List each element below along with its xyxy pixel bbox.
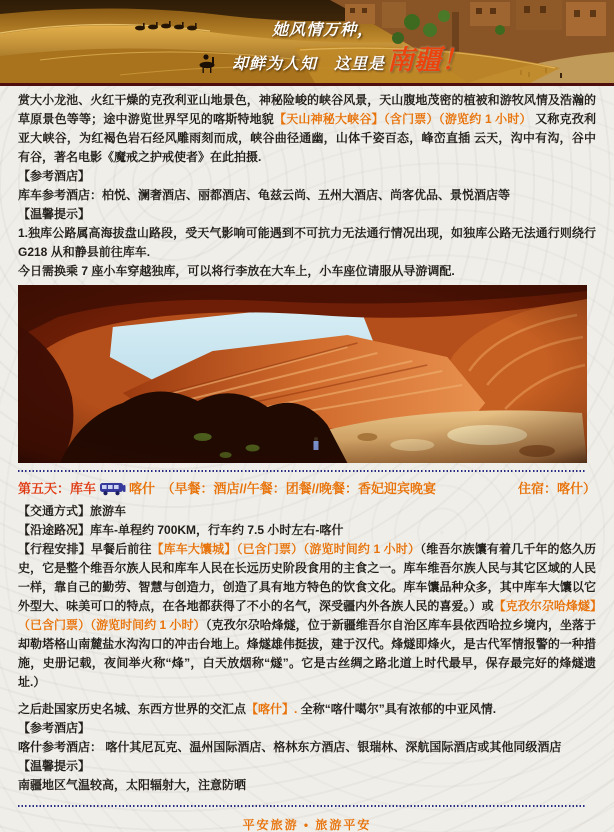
- kashgar-intro: 之后赴国家历史名城、东西方世界的交汇点: [18, 702, 247, 716]
- tagline-highlight-nanjiang: 南疆！: [387, 45, 469, 75]
- day5-stay: 住宿：喀什）: [517, 481, 596, 496]
- tagline-line1: 她风情万种，: [272, 22, 375, 39]
- intro-text-2: 又称克孜利亚大峡谷，为红褐色岩石经风雕雨刻而成，峡谷曲径通幽，山体千姿百态，峰峦直插 云天，沟中有沟，谷中有谷，著名电影《魔戒之护戒使者》在此拍摄.: [18, 112, 597, 164]
- kashgar-tips-label: 【温馨提示】: [18, 759, 91, 773]
- schedule-body-2: （克孜尔尕哈烽燧，位于新疆维吾尔自治区库车县依西哈拉乡境内，坐落于却勒塔格山南麓盐水沟沟口的冲击台地上。烽燧雄伟挺拔，建于汉代。烽燧即烽火，是古代军情报警的一种措施，史册记载，夜间举火称“烽”，白天放烟称“燧”。它是古丝绸之路北道上时代最早，保存最完好的烽燧遗址.）: [18, 618, 596, 689]
- beacon-tower-highlight: 【克孜尔尕哈烽燧】（已含门票）（游览时间约 1 小时）: [18, 599, 596, 632]
- road-line: [18, 521, 596, 540]
- day5-title: 第五天：库车: [18, 481, 97, 496]
- banner: [0, 0, 614, 86]
- banner-tagline: [232, 21, 468, 78]
- schedule-paragraph: [18, 540, 596, 692]
- tagline-line2-mid: 这里是: [317, 56, 386, 73]
- kashgar-hotels-text: 喀什参考酒店： 喀什其尼瓦克、温州国际酒店、格林东方酒店、银瑞林、深航国际酒店或其他同级酒店: [18, 740, 562, 754]
- canyon-photo-art: [18, 285, 587, 463]
- schedule-label: 【行程安排】: [18, 542, 91, 556]
- schedule-body-1: （维吾尔族馕有着几千年的悠久历史，它是整个维吾尔族人民和库车人民在长远历史阶段食用的主食之一。库车维吾尔族人民与其它区域的人民一样，靠自己的勤劳、智慧与创造力，创造了具有地方特色的饮食文化。库车馕品种众多，其中库车大馕以它外型大、味美可口的特点，在各地都获得了不小的名气，深受疆内外各族人民的喜爱。）或: [18, 542, 596, 613]
- day5-meals: （早餐：酒店//午餐：团餐//晚餐：香妃迎宾晚宴: [155, 481, 436, 496]
- transport-line: [18, 502, 596, 521]
- transport-value: 旅游车: [90, 504, 127, 518]
- kuche-tip-2: 今日需换乘 7 座小车穿越独库，可以将行李放在大车上，小车座位请服从导游调配.: [18, 264, 455, 278]
- road-value: 库车-单程约 700KM，行车约 7.5 小时左右-喀什: [90, 523, 344, 537]
- kashgar-highlight: 【喀什】.: [246, 702, 298, 716]
- road-label: 【沿途路况】: [18, 523, 91, 537]
- kuche-hotels-label: 【参考酒店】: [18, 169, 91, 183]
- section-divider-bottom: [18, 804, 585, 807]
- bus-icon: [99, 482, 126, 496]
- day5-header: [18, 479, 596, 499]
- intro-paragraph: [18, 91, 596, 167]
- kashgar-hotels-label: 【参考酒店】: [18, 721, 91, 735]
- tagline-line2-prefix: 却鲜为人知: [232, 56, 318, 73]
- kuche-hotels-text: 库车参考酒店：柏悦、澜奢酒店、丽都酒店、龟兹云尚、五州大酒店、尚客优品、景悦酒店等: [18, 188, 511, 202]
- kuche-tip-1: 1.独库公路属高海拔盘山路段，受天气影响可能遇到不可抗力无法通行情况出现，如独库公路无法通行则绕行 G218 从和静县前往库车.: [18, 226, 596, 259]
- day5-destination: 喀什: [129, 481, 156, 496]
- tianshan-canyon-highlight: 【天山神秘大峡谷】（含门票）（游览约 1 小时）: [274, 112, 532, 126]
- section-divider-top: [18, 469, 585, 472]
- transport-label: 【交通方式】: [18, 504, 91, 518]
- schedule-intro: 早餐后前往: [90, 542, 152, 556]
- kuche-tips-label: 【温馨提示】: [18, 207, 91, 221]
- kashgar-rest: 全称“喀什噶尔”具有浓郁的中亚风情.: [297, 702, 497, 716]
- banner-bottom-strip: [0, 83, 614, 86]
- kashgar-paragraph: [18, 700, 596, 719]
- kashgar-tip-text: 南疆地区气温较高，太阳辐射大，注意防晒: [18, 778, 247, 792]
- page-footer: [18, 804, 596, 832]
- intro-text-1: 赏大小龙池、火红干燥的克孜利亚山地景色，神秘险峻的峡谷风景，天山腹地茂密的植被和游牧风情及浩瀚的草原景色等等；途中游览世界罕见的喀斯特地貌: [18, 93, 596, 126]
- footer-slogan: 平安旅游 • 旅游平安: [242, 818, 372, 832]
- tagline-line2: [232, 44, 468, 78]
- canyon-photo: [18, 285, 587, 463]
- naan-city-highlight: 【库车大馕城】（已含门票）（游览时间约 1 小时）: [151, 542, 421, 556]
- itinerary-content: [0, 86, 614, 832]
